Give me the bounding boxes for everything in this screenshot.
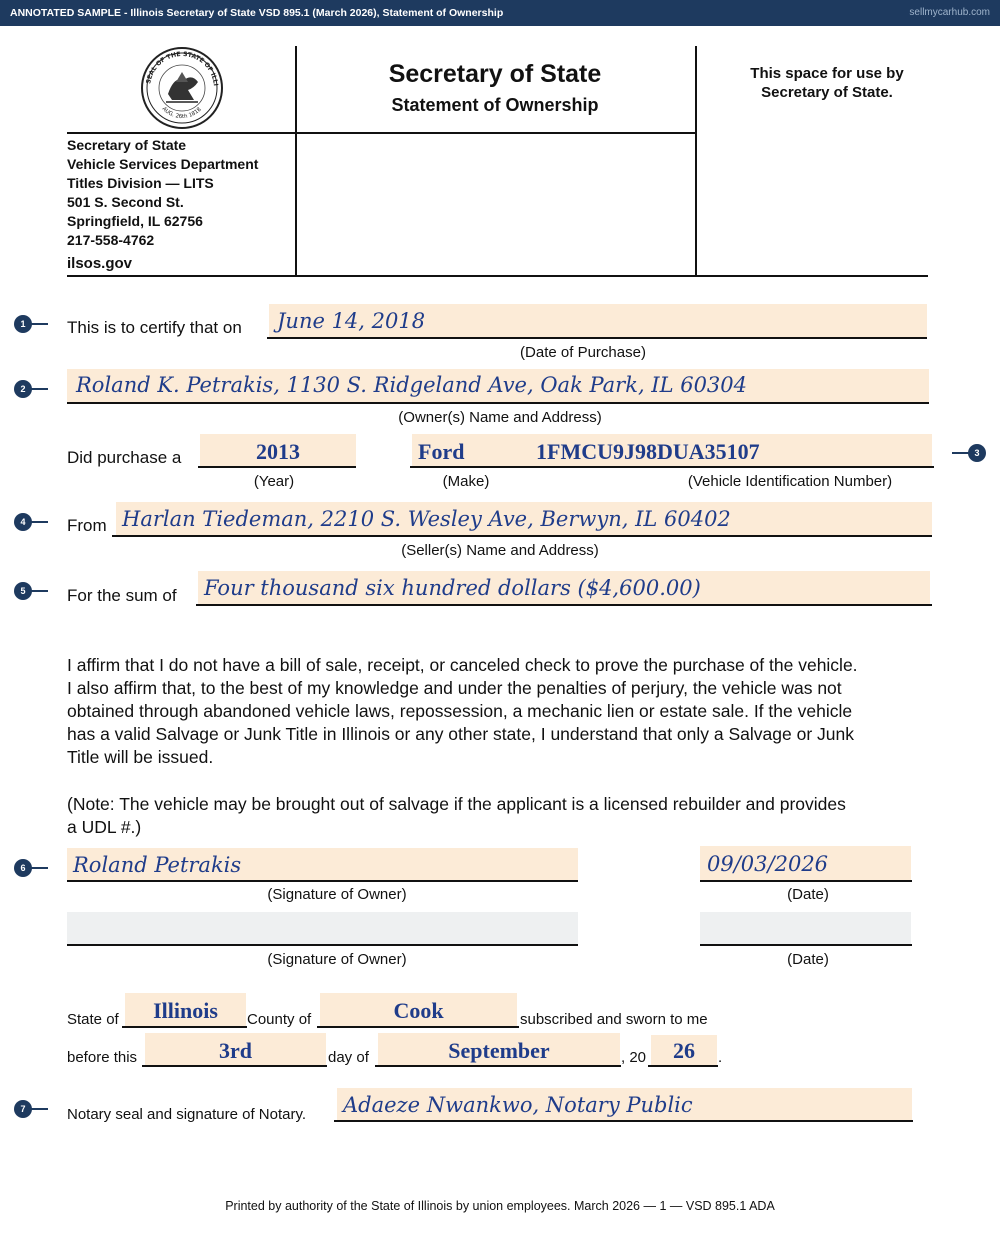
county-value: Cook (393, 998, 444, 1023)
annotation-marker-6: 6 (14, 859, 32, 877)
vehicle-vin-value: 1FMCU9J98DUA35107 (536, 439, 760, 464)
sworn-year-value: 26 (673, 1038, 695, 1063)
marker-leader-line (30, 521, 48, 523)
period-mark: . (718, 1049, 723, 1066)
owner-signature-value: Roland Petrakis (73, 853, 242, 877)
affirmation-line: Title will be issued. (67, 747, 214, 767)
address-line: Secretary of State (67, 137, 187, 153)
state-value: Illinois (153, 998, 218, 1023)
form-subtitle: Statement of Ownership (391, 95, 599, 115)
address-line: Springfield, IL 62756 (67, 213, 203, 229)
salvage-note (67, 793, 947, 839)
annotation-marker-5: 5 (14, 582, 32, 600)
notary-signature-value: Adaeze Nwankwo, Notary Public (343, 1093, 693, 1117)
marker-leader-line (30, 1108, 48, 1110)
address-line: Titles Division — LITS (67, 175, 214, 191)
notary-label: Notary seal and signature of Notary. (67, 1106, 307, 1123)
banner-site-link[interactable]: sellmycarhub.com (909, 7, 990, 18)
second-owner-signature-field[interactable] (67, 912, 578, 944)
marker-leader-line (30, 388, 48, 390)
address-line: 217-558-4762 (67, 232, 155, 248)
year-prefix-label: , 20 (621, 1049, 647, 1066)
second-signature-underline (67, 944, 578, 946)
header-bottom-rule (67, 275, 928, 277)
date-of-purchase-underline (267, 337, 927, 339)
signature-date-underline (700, 880, 912, 882)
sample-banner (0, 0, 1000, 26)
seller-name-address-value: Harlan Tiedeman, 2210 S. Wesley Ave, Berwyn, IL 60402 (122, 507, 731, 531)
affirmation-line: I affirm that I do not have a bill of sale, receipt, or canceled check to prove the purchase of the vehicle. (67, 655, 858, 675)
signature-date-value: 09/03/2026 (707, 852, 829, 876)
seller-caption: (Seller(s) Name and Address) (401, 542, 599, 559)
sworn-day-value: 3rd (219, 1038, 252, 1063)
certify-label: This is to certify that on (67, 318, 242, 337)
owner-signature-underline (67, 880, 578, 882)
annotation-marker-3: 3 (968, 444, 986, 462)
marker-leader-line (30, 323, 48, 325)
vehicle-year-caption: (Year) (253, 473, 295, 490)
notary-underline (334, 1120, 913, 1122)
owner-name-address-value: Roland K. Petrakis, 1130 S. Ridgeland Ave, Oak Park, IL 60304 (76, 373, 748, 397)
county-underline (317, 1026, 519, 1028)
note-line: (Note: The vehicle may be brought out of salvage if the applicant is a licensed rebuilder and provides (67, 794, 846, 814)
note-line: a UDL #.) (67, 817, 142, 837)
second-signature-date-caption: (Date) (787, 951, 829, 968)
second-signature-date-field[interactable] (700, 912, 911, 944)
address-line: Vehicle Services Department (67, 156, 259, 172)
affirmation-line: has a valid Salvage or Junk Title in Illinois or any other state, I understand that only a Salvage or Junk (67, 724, 854, 744)
second-signature-date-underline (700, 944, 912, 946)
vehicle-make-vin-underline (410, 466, 934, 468)
vehicle-make-caption: (Make) (442, 473, 490, 490)
before-this-label: before this (67, 1049, 138, 1066)
owner-signature-caption: (Signature of Owner) (267, 886, 407, 903)
vin-caption: (Vehicle Identification Number) (687, 473, 893, 490)
sworn-month-underline (375, 1065, 621, 1067)
affirmation-paragraph (67, 654, 947, 769)
sos-use-space-line2: Secretary of State. (761, 84, 893, 101)
annotation-marker-2: 2 (14, 380, 32, 398)
signature-date-caption: (Date) (787, 886, 829, 903)
affirmation-line: obtained through abandoned vehicle laws, repossession, a mechanic lien or estate sale. If the vehicle (67, 701, 853, 721)
second-owner-signature-caption: (Signature of Owner) (267, 951, 407, 968)
purchase-sum-value: Four thousand six hundred dollars ($4,600.00) (204, 576, 701, 600)
print-authority-footer: Printed by authority of the State of Illinois by union employees. March 2026 — 1 — VSD 895.1 ADA (225, 1199, 775, 1213)
vehicle-make-value: Ford (418, 439, 465, 464)
day-of-label: day of (328, 1049, 369, 1066)
state-underline (122, 1026, 247, 1028)
purchase-label: Did purchase a (67, 448, 182, 467)
affirmation-line: I also affirm that, to the best of my knowledge and under the penalties of perjury, the vehicle was not (67, 678, 842, 698)
sum-underline (196, 604, 932, 606)
county-label: County of (247, 1011, 312, 1028)
header-divider-horizontal (67, 132, 697, 134)
state-label: State of (67, 1011, 119, 1028)
date-of-purchase-caption: (Date of Purchase) (520, 344, 646, 361)
annotation-marker-1: 1 (14, 315, 32, 333)
website-link[interactable]: ilsos.gov (67, 255, 133, 272)
sworn-year-underline (648, 1065, 718, 1067)
banner-title: ANNOTATED SAMPLE - Illinois Secretary of State VSD 895.1 (March 2026), Statement of Ownership (10, 7, 504, 19)
annotation-marker-7: 7 (14, 1100, 32, 1118)
marker-leader-line (30, 590, 48, 592)
vehicle-year-value: 2013 (256, 439, 300, 464)
owner-caption: (Owner(s) Name and Address) (398, 409, 602, 426)
vehicle-year-underline (198, 466, 356, 468)
annotation-marker-4: 4 (14, 513, 32, 531)
from-label: From (67, 516, 107, 535)
form-title: Secretary of State (388, 60, 602, 88)
seller-underline (112, 535, 932, 537)
owner-underline (67, 402, 929, 404)
sos-use-space-line1: This space for use by (750, 65, 904, 82)
sworn-label: subscribed and sworn to me (520, 1011, 708, 1028)
svg-text:AUG. 26th 1818: AUG. 26th 1818 (160, 106, 203, 121)
svg-text:SEAL OF THE STATE OF ILLINOIS: SEAL OF THE STATE OF ILLI (145, 50, 219, 87)
address-line: 501 S. Second St. (67, 194, 184, 210)
state-seal-icon (138, 46, 226, 130)
sum-label: For the sum of (67, 586, 177, 605)
marker-leader-line (30, 867, 48, 869)
sworn-month-value: September (448, 1038, 550, 1063)
sworn-day-underline (142, 1065, 327, 1067)
date-of-purchase-value: June 14, 2018 (277, 309, 426, 333)
